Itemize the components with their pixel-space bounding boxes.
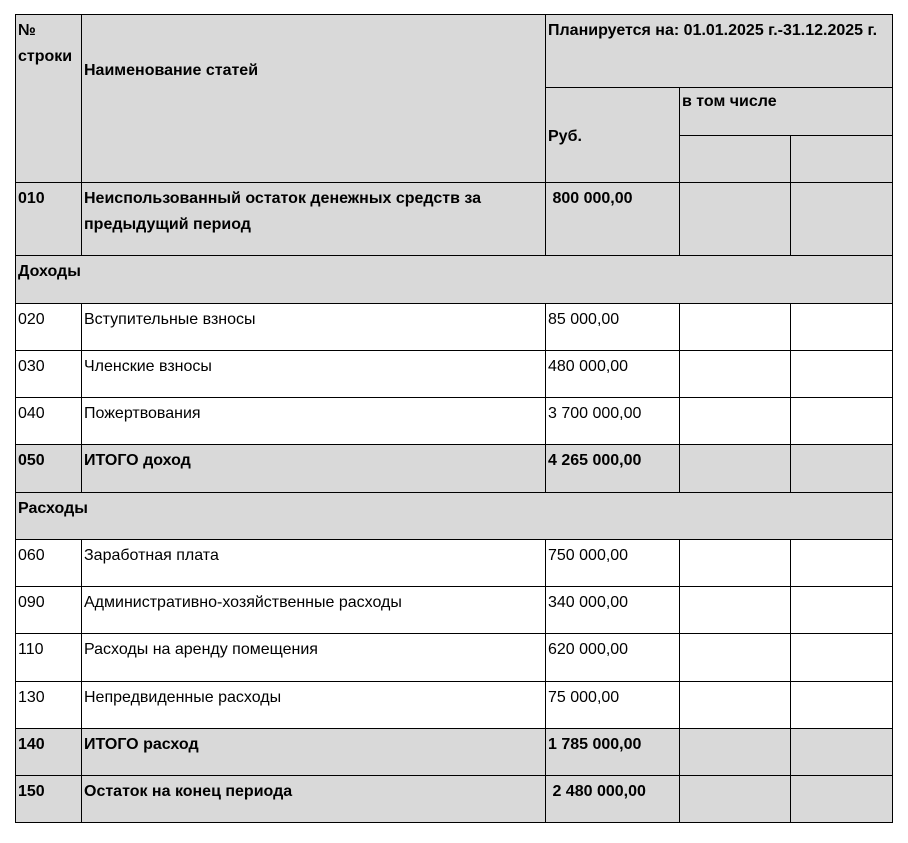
row-amount: 620 000,00	[546, 634, 680, 682]
row-extra-2	[791, 587, 893, 634]
table-row	[16, 398, 893, 445]
row-extra-1	[680, 587, 791, 634]
row-extra-1	[680, 398, 791, 445]
budget-sheet	[15, 14, 893, 823]
section-title: Доходы	[16, 256, 893, 304]
row-extra-1	[680, 445, 791, 493]
row-amount: 1 785 000,00	[546, 729, 680, 776]
table-row-010	[16, 183, 893, 256]
row-extra-2	[791, 398, 893, 445]
row-extra-2	[791, 682, 893, 729]
row-amount-value: 2 480 000,00	[552, 783, 646, 800]
row-name: Вступительные взносы	[82, 304, 546, 351]
row-code: 110	[16, 634, 82, 682]
table-row	[16, 351, 893, 398]
row-name: Расходы на аренду помещения	[82, 634, 546, 682]
row-code: 010	[16, 183, 82, 256]
budget-table	[15, 14, 893, 823]
row-name: Членские взносы	[82, 351, 546, 398]
row-code: 090	[16, 587, 82, 634]
table-row-balance-end	[16, 776, 893, 823]
row-extra-1	[680, 351, 791, 398]
row-extra-1	[680, 304, 791, 351]
row-extra-2	[791, 776, 893, 823]
header-incl: в том числе	[682, 93, 777, 110]
row-amount-value: 800 000,00	[552, 190, 633, 207]
table-row	[16, 540, 893, 587]
header-sub-cell-2	[791, 136, 893, 183]
row-code: 060	[16, 540, 82, 587]
section-row-expenses	[16, 493, 893, 540]
row-extra-2	[791, 351, 893, 398]
table-row-income-total	[16, 445, 893, 493]
row-code: 050	[16, 445, 82, 493]
table-row	[16, 682, 893, 729]
table-row-expense-total	[16, 729, 893, 776]
header-number-cell	[16, 15, 82, 183]
row-extra-2	[791, 304, 893, 351]
row-code: 030	[16, 351, 82, 398]
row-name: Неиспользованный остаток денежных средств за предыдущий период	[82, 183, 546, 256]
row-amount: 75 000,00	[546, 682, 680, 729]
header-row-1	[16, 15, 893, 88]
row-amount	[546, 183, 680, 256]
row-code: 130	[16, 682, 82, 729]
row-name: ИТОГО доход	[82, 445, 546, 493]
row-extra-2	[791, 540, 893, 587]
row-extra-1	[680, 634, 791, 682]
section-title: Расходы	[16, 493, 893, 540]
row-extra-2	[791, 634, 893, 682]
row-code: 020	[16, 304, 82, 351]
row-name: Административно-хозяйственные расходы	[82, 587, 546, 634]
header-incl-cell	[680, 88, 893, 136]
row-extra-1	[680, 729, 791, 776]
row-amount: 480 000,00	[546, 351, 680, 398]
row-extra-1	[680, 183, 791, 256]
row-extra-1	[680, 682, 791, 729]
row-name: Пожертвования	[82, 398, 546, 445]
table-row	[16, 634, 893, 682]
row-code: 150	[16, 776, 82, 823]
row-amount: 750 000,00	[546, 540, 680, 587]
row-name: Остаток на конец периода	[82, 776, 546, 823]
header-rub: Руб.	[548, 127, 582, 145]
header-sub-cell-1	[680, 136, 791, 183]
row-extra-2	[791, 183, 893, 256]
row-extra-1	[680, 776, 791, 823]
row-amount: 85 000,00	[546, 304, 680, 351]
row-amount	[546, 776, 680, 823]
header-planned-cell	[546, 15, 893, 88]
row-name: Заработная плата	[82, 540, 546, 587]
row-code: 140	[16, 729, 82, 776]
table-row	[16, 587, 893, 634]
row-amount: 4 265 000,00	[546, 445, 680, 493]
row-extra-1	[680, 540, 791, 587]
header-number: № строки	[18, 22, 73, 65]
row-name: ИТОГО расход	[82, 729, 546, 776]
row-amount: 340 000,00	[546, 587, 680, 634]
row-extra-2	[791, 445, 893, 493]
row-code: 040	[16, 398, 82, 445]
header-rub-cell	[546, 88, 680, 183]
row-amount: 3 700 000,00	[546, 398, 680, 445]
table-row	[16, 304, 893, 351]
header-planned: Планируется на: 01.01.2025 г.-31.12.2025 г.	[548, 22, 878, 39]
row-extra-2	[791, 729, 893, 776]
row-name: Непредвиденные расходы	[82, 682, 546, 729]
header-name: Наименование статей	[84, 62, 259, 79]
section-row-income	[16, 256, 893, 304]
header-name-cell	[82, 15, 546, 183]
